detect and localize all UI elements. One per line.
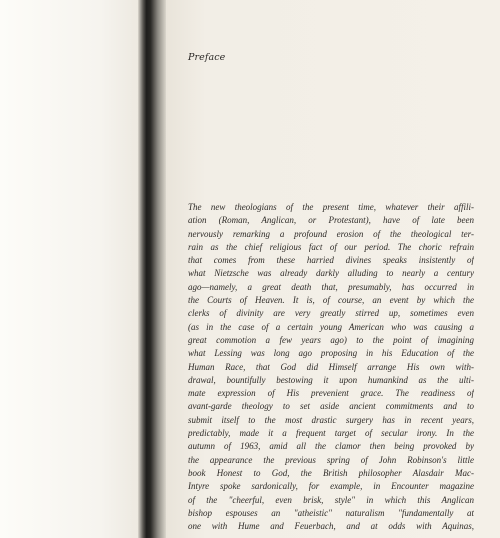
section-heading: Preface <box>188 52 226 63</box>
paragraph-line: the Courts of Heaven. It is, of course, an event by which the <box>188 295 474 306</box>
paragraph-line: what Lessing was long ago proposing in his Education of the <box>188 348 474 359</box>
paragraph-line: one with Hume and Feuerbach, and at odds with Aquinas, <box>188 521 474 532</box>
paragraph-line: ago—namely, a great death that, presumably, has occurred in <box>188 281 474 292</box>
paragraph-line: mate expression of His prevenient grace. The readiness of <box>188 388 474 399</box>
paragraph-line: that comes from these harried divines speaks insistently of <box>188 255 474 266</box>
paragraph-line: bishop espouses an "atheistic" naturalism "fundamentally at <box>188 507 474 518</box>
paragraph-line: nervously remarking a profound erosion of the theological ter- <box>188 228 474 239</box>
paragraph-line: The new theologians of the present time, whatever their affili- <box>188 202 474 212</box>
paragraph-line: book Honest to God, the British philosopher Alasdair Mac- <box>188 467 474 478</box>
paragraph-line: rain as the chief religious fact of our period. The choric refrain <box>188 241 474 252</box>
paragraph-line: avant-garde theology to set aside ancient commitments and to <box>188 401 474 412</box>
book-gutter-shadow <box>138 0 166 538</box>
paragraph-line: drawal, bountifully bestowing it upon humankind as the ulti- <box>188 374 474 385</box>
paragraph-line: of the "cheerful, even brisk, style" in which this Anglican <box>188 494 474 505</box>
paragraph-line: ation (Roman, Anglican, or Protestant), have of late been <box>188 215 474 226</box>
paragraph-line: submit itself to the most drastic surgery has in recent years, <box>188 414 474 425</box>
paragraph-line: predictably, made it a frequent target of secular irony. In the <box>188 428 474 439</box>
paragraph-line: the appearance the previous spring of John Robinson's little <box>188 454 474 465</box>
paragraph-line: (as in the case of a certain young American who was causing a <box>188 321 474 332</box>
paragraph-line: Human Race, that God did Himself arrange His own with- <box>188 361 474 372</box>
paragraph-line: Intyre spoke sardonically, for example, in Encounter magazine <box>188 481 474 492</box>
preface-paragraph <box>188 201 474 533</box>
paragraph-line: autumn of 1963, amid all the clamor then being provoked by <box>188 441 474 452</box>
paragraph-line: great commotion a few years ago) to the point of imagining <box>188 334 474 345</box>
paragraph-line: clerks of divinity are very greatly stirred up, sometimes even <box>188 308 474 319</box>
facing-page-edge <box>0 0 142 538</box>
paragraph-line: what Nietzsche was already darkly alluding to nearly a century <box>188 268 474 279</box>
